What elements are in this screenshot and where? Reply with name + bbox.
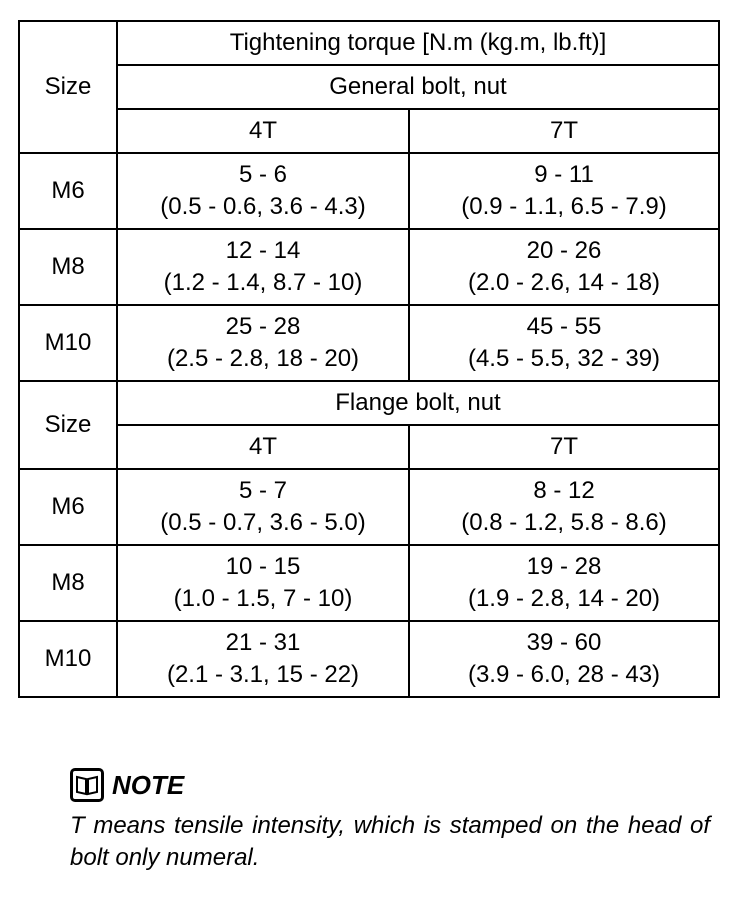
torque-conversions: (1.0 - 1.5, 7 - 10) (173, 585, 353, 612)
size-cell: M6 (19, 469, 117, 545)
size-cell: M6 (19, 153, 117, 229)
header-row (19, 381, 719, 425)
torque-7t-cell (409, 545, 719, 621)
size-header: Size (19, 21, 117, 153)
note-text: T means tensile intensity, which is stamped on the head of bolt only numeral. (70, 812, 710, 871)
torque-nm: 12 - 14 (225, 237, 301, 264)
torque-header: Tightening torque [N.m (kg.m, lb.ft)] (117, 21, 719, 65)
header-row (19, 109, 719, 153)
size-cell: M10 (19, 621, 117, 697)
torque-nm: 45 - 55 (526, 313, 602, 340)
torque-conversions: (2.1 - 3.1, 15 - 22) (166, 661, 360, 688)
torque-conversions: (3.9 - 6.0, 28 - 43) (467, 661, 661, 688)
torque-7t-cell (409, 621, 719, 697)
size-cell: M8 (19, 229, 117, 305)
torque-conversions: (1.9 - 2.8, 14 - 20) (467, 585, 661, 612)
flange-bolt-header: Flange bolt, nut (117, 381, 719, 425)
column-4t-header: 4T (117, 109, 409, 153)
general-bolt-header: General bolt, nut (117, 65, 719, 109)
torque-4t-cell (117, 153, 409, 229)
torque-conversions: (2.0 - 2.6, 14 - 18) (467, 269, 661, 296)
note-header (70, 768, 710, 802)
torque-nm: 10 - 15 (225, 553, 301, 580)
note-box (70, 768, 710, 874)
torque-conversions: (2.5 - 2.8, 18 - 20) (166, 345, 360, 372)
torque-nm: 19 - 28 (526, 553, 602, 580)
size-cell: M10 (19, 305, 117, 381)
torque-conversions: (0.5 - 0.6, 3.6 - 4.3) (160, 193, 366, 220)
torque-7t-cell (409, 305, 719, 381)
torque-nm: 20 - 26 (526, 237, 602, 264)
column-7t-header: 7T (409, 109, 719, 153)
table-row (19, 305, 719, 381)
size-header: Size (19, 381, 117, 469)
torque-table (18, 20, 720, 698)
torque-nm: 21 - 31 (225, 629, 301, 656)
torque-nm: 9 - 11 (534, 161, 594, 188)
table-row (19, 153, 719, 229)
torque-4t-cell (117, 469, 409, 545)
column-4t-header: 4T (117, 425, 409, 469)
torque-nm: 5 - 7 (238, 477, 288, 504)
torque-nm: 39 - 60 (526, 629, 602, 656)
torque-nm: 5 - 6 (238, 161, 288, 188)
header-row (19, 65, 719, 109)
torque-7t-cell (409, 153, 719, 229)
torque-4t-cell (117, 229, 409, 305)
torque-nm: 25 - 28 (225, 313, 301, 340)
torque-4t-cell (117, 305, 409, 381)
table-row (19, 621, 719, 697)
torque-7t-cell (409, 229, 719, 305)
note-title: NOTE (112, 769, 185, 800)
torque-conversions: (4.5 - 5.5, 32 - 39) (467, 345, 661, 372)
header-row (19, 21, 719, 65)
torque-conversions: (0.9 - 1.1, 6.5 - 7.9) (461, 193, 667, 220)
book-icon (70, 768, 104, 802)
torque-conversions: (1.2 - 1.4, 8.7 - 10) (163, 269, 363, 296)
header-row (19, 425, 719, 469)
torque-7t-cell (409, 469, 719, 545)
torque-4t-cell (117, 621, 409, 697)
torque-conversions: (0.5 - 0.7, 3.6 - 5.0) (160, 509, 366, 536)
table-row (19, 229, 719, 305)
table-row (19, 545, 719, 621)
table-row (19, 469, 719, 545)
torque-4t-cell (117, 545, 409, 621)
column-7t-header: 7T (409, 425, 719, 469)
torque-conversions: (0.8 - 1.2, 5.8 - 8.6) (461, 509, 667, 536)
torque-nm: 8 - 12 (533, 477, 595, 504)
size-cell: M8 (19, 545, 117, 621)
